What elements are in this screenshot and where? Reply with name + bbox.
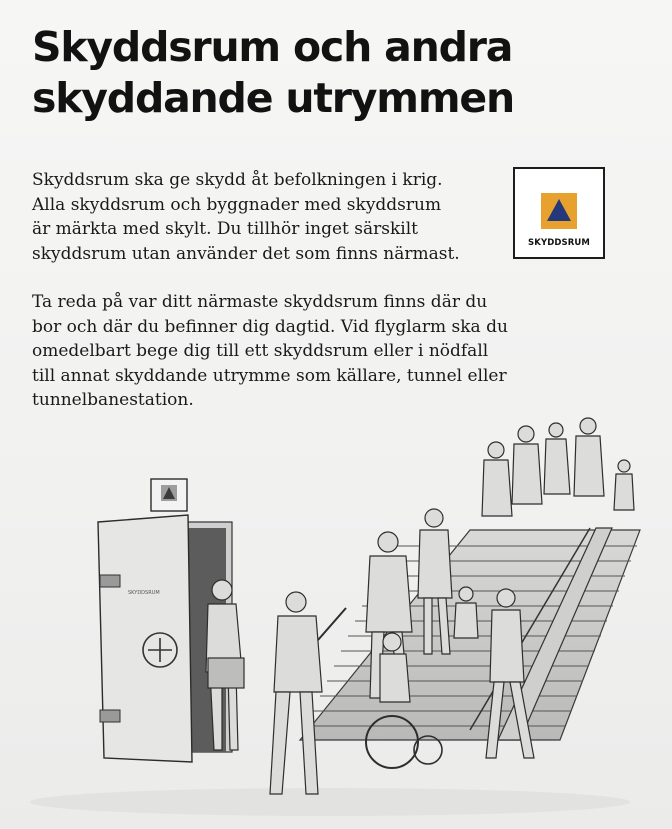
door-label: SKYDDSRUM bbox=[128, 590, 160, 596]
shelter-symbol-square bbox=[541, 193, 577, 229]
intro-line-1: Skyddsrum ska ge skydd åt befolkningen i krig. bbox=[32, 170, 443, 190]
person-group-top bbox=[482, 418, 634, 516]
instructions-line-3: omedelbart bege dig till ett skyddsrum eller i nödfall bbox=[32, 341, 489, 361]
door-sign-icon bbox=[151, 479, 187, 511]
instructions-line-4: till annat skyddande utrymme som källare, tunnel eller bbox=[32, 365, 507, 386]
title-line-1: Skyddsrum och andra bbox=[32, 23, 513, 71]
triangle-icon bbox=[547, 199, 571, 221]
instructions-line-2: bor och där du befinner dig dagtid. Vid flyglarm ska du bbox=[32, 316, 508, 337]
instructions-paragraph bbox=[32, 290, 592, 413]
shelter-sign-label: SKYDDSRUM bbox=[528, 238, 590, 248]
intro-line-4: skyddsrum utan använder det som finns närmast. bbox=[32, 243, 460, 264]
intro-line-3: är märkta med skylt. Du tillhör inget särskilt bbox=[32, 219, 419, 239]
shelter-entrance-illustration bbox=[0, 410, 672, 829]
intro-paragraph bbox=[32, 168, 502, 266]
ground-shadow bbox=[30, 788, 630, 816]
instructions-line-5: tunnelbanestation. bbox=[32, 390, 194, 410]
intro-line-2: Alla skyddsrum och byggnader med skyddsrum bbox=[32, 194, 442, 215]
shelter-sign bbox=[513, 167, 605, 259]
instructions-line-1: Ta reda på var ditt närmaste skyddsrum finns där du bbox=[32, 292, 488, 312]
page-title bbox=[32, 22, 632, 124]
person-guide bbox=[270, 592, 346, 794]
title-line-2: skyddande utrymmen bbox=[32, 74, 514, 122]
